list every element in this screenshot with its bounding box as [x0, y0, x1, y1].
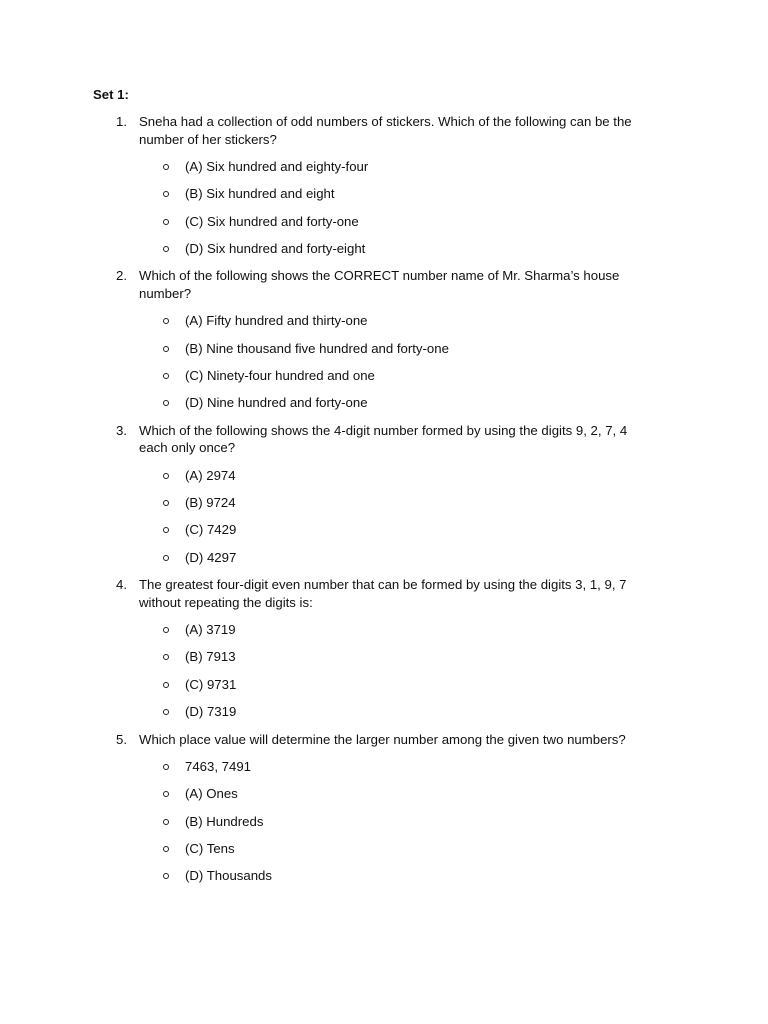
option-text: (C) 9731: [185, 676, 237, 692]
question-list: [0, 113, 768, 895]
option-text: (C) Tens: [185, 840, 235, 856]
hollow-circle-bullet-icon: [163, 473, 169, 479]
option-list: [0, 467, 768, 566]
question-number: 1.: [116, 114, 127, 129]
question-text: Sneha had a collection of odd numbers of stickers. Which of the following can be the number of her stickers?: [139, 114, 632, 147]
option-item: [0, 185, 768, 203]
option-item: [0, 240, 768, 258]
option-list: [0, 158, 768, 257]
hollow-circle-bullet-icon: [163, 246, 169, 252]
hollow-circle-bullet-icon: [163, 500, 169, 506]
option-item: [0, 494, 768, 512]
question-number: 2.: [116, 268, 127, 284]
hollow-circle-bullet-icon: [163, 373, 169, 379]
option-text: (A) Six hundred and eighty-four: [185, 159, 369, 174]
question-text: The greatest four-digit even number that can be formed by using the digits 3, 1, 9, 7 without repeating the digits is:: [139, 577, 627, 610]
hollow-circle-bullet-icon: [163, 819, 169, 825]
question-item: [0, 576, 768, 720]
option-item: [0, 676, 768, 694]
option-item: [0, 394, 768, 412]
option-item: [0, 785, 768, 803]
option-text: (C) Ninety-four hundred and one: [185, 367, 375, 383]
question-item: [0, 267, 768, 411]
set-title: Set 1:: [93, 87, 129, 102]
option-text: (A) Ones: [185, 786, 238, 802]
option-list: [0, 312, 768, 411]
option-item: [0, 340, 768, 358]
question-item: [0, 731, 768, 885]
option-text: 7463, 7491: [185, 759, 252, 775]
hollow-circle-bullet-icon: [163, 346, 169, 352]
option-text: (A) Fifty hundred and thirty-one: [185, 313, 368, 329]
option-item: [0, 813, 768, 831]
option-text: (D) 7319: [185, 704, 237, 720]
option-item: [0, 840, 768, 858]
option-text: (C) Six hundred and forty-one: [185, 213, 359, 229]
option-text: (B) 9724: [185, 495, 236, 511]
hollow-circle-bullet-icon: [163, 873, 169, 879]
question-text: Which place value will determine the larger number among the given two numbers?: [139, 731, 626, 747]
hollow-circle-bullet-icon: [163, 627, 169, 633]
option-item: [0, 703, 768, 721]
hollow-circle-bullet-icon: [163, 791, 169, 797]
option-item: [0, 367, 768, 385]
option-item: [0, 521, 768, 539]
question-text: Which of the following shows the CORRECT number name of Mr. Sharma’s house number?: [139, 268, 620, 301]
hollow-circle-bullet-icon: [163, 191, 169, 197]
option-item: [0, 621, 768, 639]
question-number: 4.: [116, 577, 127, 593]
option-text: (B) 7913: [185, 649, 236, 665]
hollow-circle-bullet-icon: [163, 709, 169, 715]
hollow-circle-bullet-icon: [163, 846, 169, 852]
option-list: [0, 758, 768, 885]
option-item: [0, 158, 768, 176]
option-text: (D) Nine hundred and forty-one: [185, 395, 368, 411]
hollow-circle-bullet-icon: [163, 164, 169, 170]
option-text: (B) Six hundred and eight: [185, 186, 335, 202]
option-item: [0, 758, 768, 776]
hollow-circle-bullet-icon: [163, 219, 169, 225]
hollow-circle-bullet-icon: [163, 527, 169, 533]
hollow-circle-bullet-icon: [163, 682, 169, 688]
question-number: 5.: [116, 731, 127, 747]
option-text: (B) Nine thousand five hundred and forty-one: [185, 340, 449, 356]
option-text: (C) 7429: [185, 522, 237, 538]
option-list: [0, 621, 768, 720]
hollow-circle-bullet-icon: [163, 400, 169, 406]
question-text: Which of the following shows the 4-digit number formed by using the digits 9, 2, 7, 4 each only once?: [139, 422, 628, 456]
option-text: (D) Thousands: [185, 868, 272, 884]
option-item: [0, 648, 768, 666]
question-number: 3.: [116, 422, 127, 438]
hollow-circle-bullet-icon: [163, 555, 169, 561]
option-item: [0, 549, 768, 567]
option-text: (A) 2974: [185, 467, 236, 483]
option-text: (D) 4297: [185, 549, 237, 565]
option-text: (D) Six hundred and forty-eight: [185, 240, 366, 256]
option-text: (B) Hundreds: [185, 813, 264, 829]
option-item: [0, 213, 768, 231]
option-text: (A) 3719: [185, 622, 236, 638]
hollow-circle-bullet-icon: [163, 654, 169, 660]
question-item: [0, 422, 768, 566]
question-item: [0, 113, 768, 257]
hollow-circle-bullet-icon: [163, 764, 169, 770]
hollow-circle-bullet-icon: [163, 318, 169, 324]
option-item: [0, 867, 768, 885]
option-item: [0, 312, 768, 330]
option-item: [0, 467, 768, 485]
